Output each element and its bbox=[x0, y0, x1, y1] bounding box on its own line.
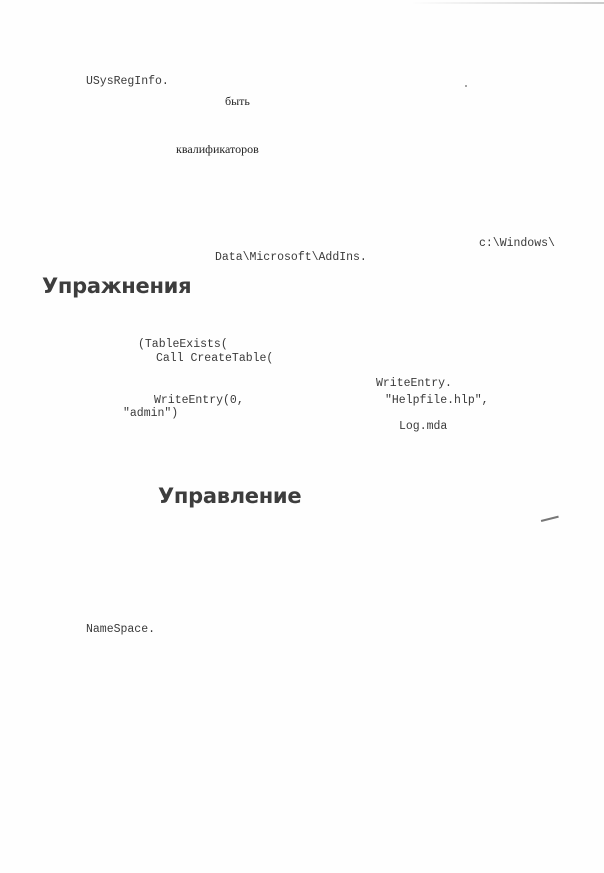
word-byt: быть bbox=[225, 94, 250, 108]
code-writeentry-ref: WriteEntry. bbox=[376, 377, 452, 390]
path-windows: c:\Windows\ bbox=[479, 237, 555, 250]
code-tableexists: (TableExists( bbox=[138, 338, 228, 351]
code-log-mda: Log.mda bbox=[399, 420, 448, 433]
code-writeentry-call: WriteEntry(0, bbox=[154, 394, 244, 407]
scan-speck bbox=[465, 85, 467, 87]
section-heading-management: Управление bbox=[158, 484, 302, 508]
path-addins: Data\Microsoft\AddIns. bbox=[215, 251, 367, 264]
code-usysreginfo: USysRegInfo. bbox=[86, 75, 169, 88]
pen-mark bbox=[541, 516, 559, 522]
code-createtable: Call CreateTable( bbox=[156, 352, 274, 365]
code-namespace: NameSpace. bbox=[86, 623, 156, 636]
section-heading-exercises: Упражнения bbox=[42, 274, 192, 298]
code-admin: "admin") bbox=[123, 407, 179, 420]
scan-edge bbox=[410, 2, 604, 4]
code-helpfile: "Helpfile.hlp", bbox=[385, 394, 489, 407]
word-qualifiers: квалификаторов bbox=[176, 142, 259, 156]
